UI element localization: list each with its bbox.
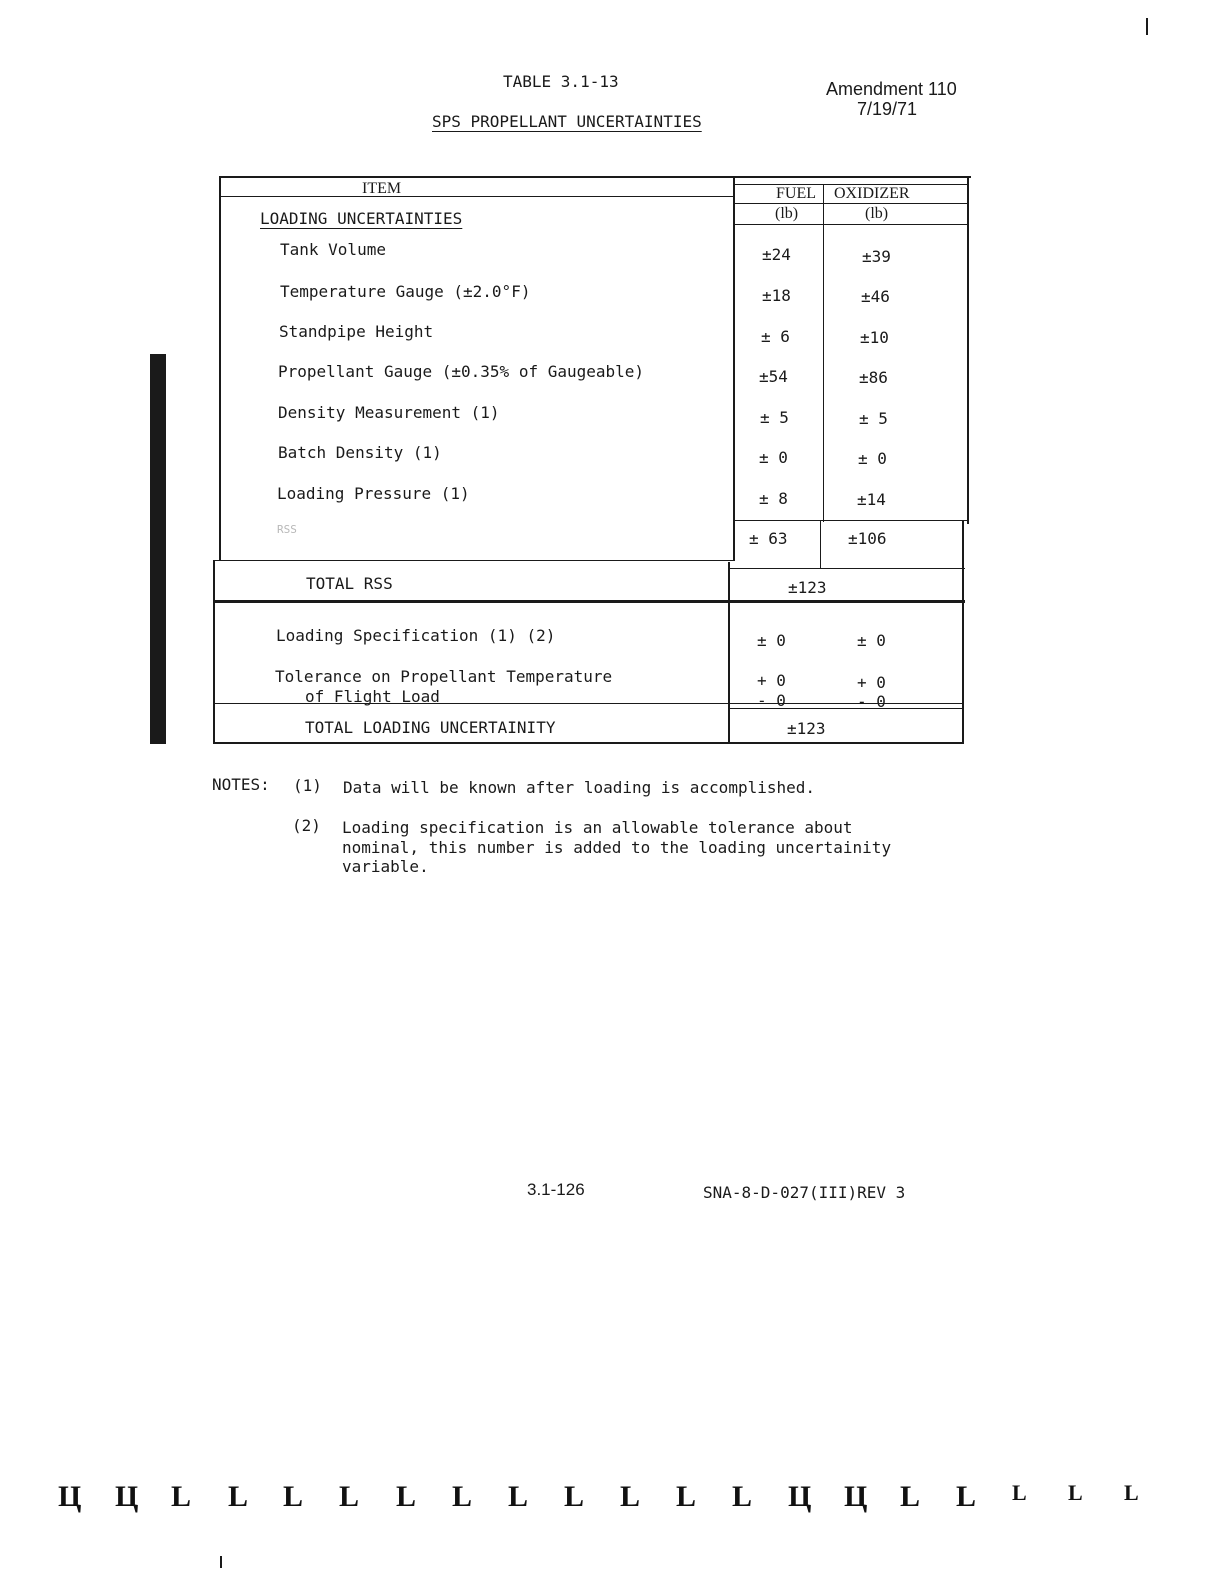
rss-fuel: ± 63 <box>749 529 788 548</box>
row-fuel: ±18 <box>762 286 791 305</box>
row-oxidizer: ± 0 <box>858 449 887 468</box>
row-item: Standpipe Height <box>279 322 434 341</box>
tolerance-oxidizer-plus: + 0 <box>857 673 886 692</box>
row-item: Loading Pressure (1) <box>277 484 470 503</box>
note-2-line1: Loading specification is an allowable tolerance about <box>342 818 853 837</box>
rss-oxidizer: ±106 <box>848 529 887 548</box>
note-1-number: (1) <box>293 776 322 795</box>
table-title: SPS PROPELLANT UNCERTAINTIES <box>432 112 702 131</box>
table-number: TABLE 3.1-13 <box>503 72 619 91</box>
bottom-tick <box>220 1556 222 1568</box>
corner-mark <box>1146 18 1148 35</box>
row-oxidizer: ±10 <box>860 328 889 347</box>
row-oxidizer: ±46 <box>861 287 890 306</box>
notes-label: NOTES: <box>212 775 270 794</box>
tolerance-oxidizer-minus: - 0 <box>857 692 886 711</box>
col-oxidizer-header: OXIDIZER <box>834 185 910 202</box>
change-bar <box>150 354 166 744</box>
row-fuel: ± 0 <box>759 448 788 467</box>
row-item: Propellant Gauge (±0.35% of Gaugeable) <box>278 362 645 381</box>
spec-fuel: ± 0 <box>757 631 786 650</box>
spec-oxidizer: ± 0 <box>857 631 886 650</box>
total-loading-value: ±123 <box>787 719 826 738</box>
tolerance-item-line2: of Flight Load <box>305 687 440 706</box>
row-oxidizer: ±39 <box>862 247 891 266</box>
row-oxidizer: ±86 <box>859 368 888 387</box>
note-1-text: Data will be known after loading is accomplished. <box>343 778 816 797</box>
rss-label: RSS <box>277 523 297 536</box>
tolerance-item-line1: Tolerance on Propellant Temperature <box>275 667 613 686</box>
note-2-number: (2) <box>292 816 321 835</box>
spec-item: Loading Specification (1) (2) <box>276 626 556 645</box>
amendment-label: Amendment 110 <box>826 79 957 99</box>
row-oxidizer: ± 5 <box>859 409 888 428</box>
col-fuel-header: FUEL <box>776 185 816 202</box>
row-fuel: ±24 <box>762 245 791 264</box>
tolerance-fuel-plus: + 0 <box>757 671 786 690</box>
total-loading-label: TOTAL LOADING UNCERTAINITY <box>305 718 556 737</box>
note-2-line3: variable. <box>342 857 429 876</box>
amendment-date: 7/19/71 <box>857 99 918 119</box>
row-oxidizer: ±14 <box>857 490 886 509</box>
note-2-line2: nominal, this number is added to the loading uncertainity <box>342 838 892 857</box>
row-fuel: ± 8 <box>759 489 788 508</box>
row-item: Density Measurement (1) <box>278 403 500 422</box>
row-item: Tank Volume <box>280 240 386 259</box>
row-item: Batch Density (1) <box>278 443 442 462</box>
section-title: LOADING UNCERTAINTIES <box>260 209 463 228</box>
row-fuel: ±54 <box>759 367 788 386</box>
col-item-header: ITEM <box>362 180 402 197</box>
total-rss-value: ±123 <box>788 578 827 597</box>
tolerance-fuel-minus: - 0 <box>757 691 786 710</box>
page-number: 3.1-126 <box>527 1180 585 1199</box>
col-fuel-unit: (lb) <box>775 205 799 222</box>
row-fuel: ± 5 <box>760 408 789 427</box>
document-id: SNA-8-D-027(III)REV 3 <box>703 1183 906 1202</box>
col-oxidizer-unit: (lb) <box>865 205 889 222</box>
row-item: Temperature Gauge (±2.0°F) <box>280 282 531 301</box>
total-rss-label: TOTAL RSS <box>306 574 393 593</box>
row-fuel: ± 6 <box>761 327 790 346</box>
